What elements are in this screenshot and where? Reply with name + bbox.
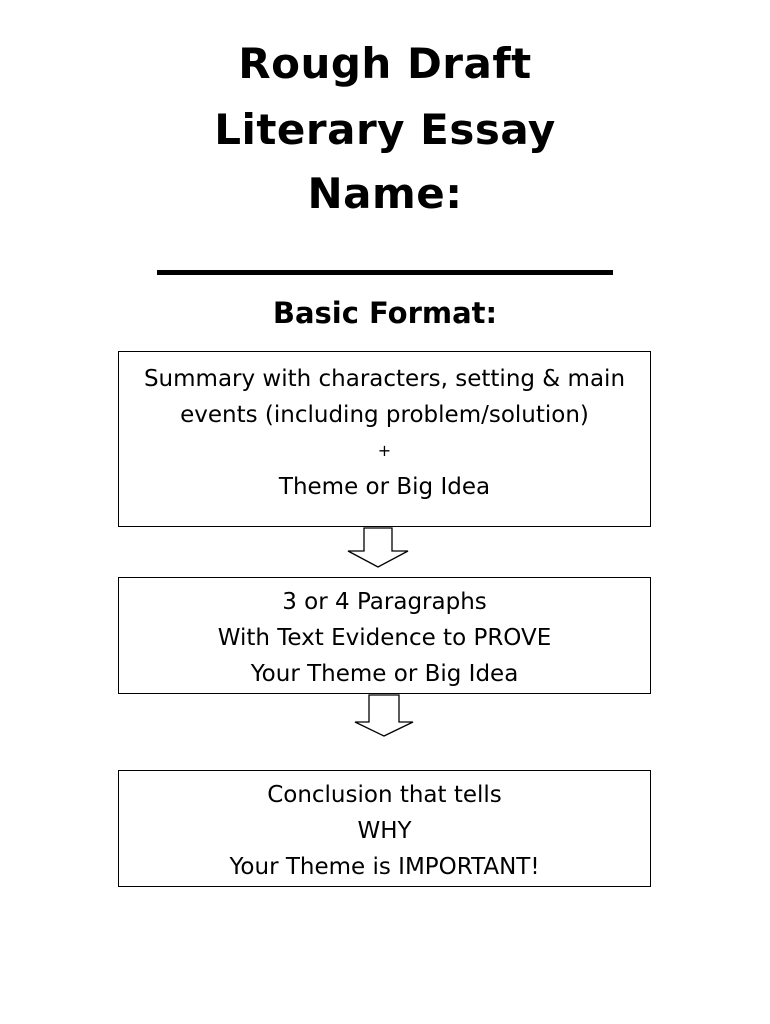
body-box-line-2: With Text Evidence to PROVE [217, 625, 552, 651]
name-blank-line [157, 270, 613, 275]
body-box-line-1: 3 or 4 Paragraphs [282, 589, 487, 615]
body-box-line-3: Your Theme or Big Idea [250, 661, 519, 687]
name-label: Name: [307, 169, 463, 218]
down-arrow-icon [345, 527, 411, 569]
basic-format-heading: Basic Format: [272, 296, 498, 330]
title-line-1: Rough Draft [238, 39, 532, 88]
body-paragraphs-box [118, 577, 651, 694]
down-arrow-icon [352, 694, 416, 738]
summary-box-line-2: events (including problem/solution) [180, 402, 589, 428]
conclusion-box [118, 770, 651, 887]
summary-box [118, 351, 651, 527]
title-line-2: Literary Essay [214, 105, 556, 154]
conclusion-box-line-1: Conclusion that tells [267, 782, 502, 808]
summary-box-line-4: Theme or Big Idea [278, 474, 491, 500]
summary-box-plus: + [377, 441, 392, 460]
conclusion-box-line-3: Your Theme is IMPORTANT! [229, 854, 540, 880]
conclusion-box-line-2: WHY [357, 818, 412, 844]
summary-box-line-1: Summary with characters, setting & main [143, 366, 626, 392]
